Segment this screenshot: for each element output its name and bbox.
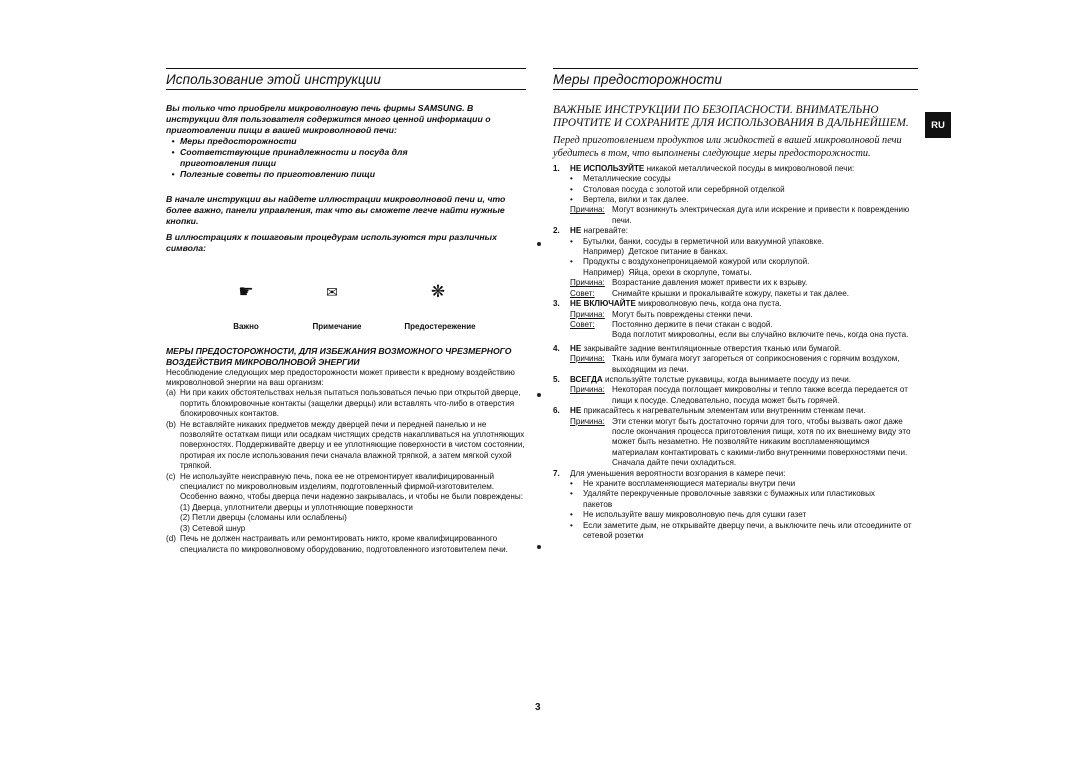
intro-text: Вы только что приобрели микроволновую печь фирмы SAMSUNG. В инструкции для пользователя содержится много ценной информации о приготовлении пищи в вашей микроволновой печи: bbox=[166, 103, 491, 135]
list-item: • Вертела, вилки и так далее. bbox=[570, 195, 689, 205]
left-heading-rule bbox=[166, 89, 526, 90]
reason-row: Причина: Могут быть повреждены стенки печи. bbox=[570, 309, 753, 319]
list-item: • Бутылки, банки, сосуды в герметичной или вакуумной упаковке. bbox=[570, 236, 824, 246]
before-cooking-note: Перед приготовлением продуктов или жидкостей в вашей микроволновой печи убедитесь в том, что выполнены следующие меры предосторожности. bbox=[553, 134, 902, 159]
language-badge: RU bbox=[925, 112, 951, 138]
important-instructions: ВАЖНЫЕ ИНСТРУКЦИИ ПО БЕЗОПАСНОСТИ. ВНИМАТЕЛЬНО ПРОЧТИТЕ И СОХРАНИТЕ ДЛЯ ИСПОЛЬЗОВАНИЯ В ДАЛЬНЕЙШЕМ. bbox=[553, 104, 909, 130]
warning-section bbox=[166, 346, 528, 555]
precaution-6: 6. НЕ прикасайтесь к нагревательным элементам или внутренним стенкам печи. bbox=[553, 406, 866, 416]
right-heading-rule bbox=[553, 89, 918, 90]
reason-row: Причина: Ткань или бумага могут загореться от соприкосновения с горячим воздухом, выходящим из печи. bbox=[570, 354, 900, 374]
symbol-label-caution: Предостережение bbox=[404, 322, 476, 331]
note-icon: ✉ bbox=[326, 284, 338, 300]
list-item: (c) Не используйте неисправную печь, пока ее не отремонтирует квалифицированный специалист по микроволновым изделиям, подготовленный фирмой-изготовителем. Особенно важно, чтобы дверца печи надежно закрывалась, и чтобы не были повреждены: (1) Дверца, уплотнители дверцы и уплотняющие поверхности (2) Петли дверцы (сломаны или ослаблены) (3) Сетевой шнур bbox=[166, 471, 523, 533]
example-row: Например) Детское питание в банках. bbox=[583, 247, 729, 257]
page-number: 3 bbox=[535, 702, 541, 713]
right-heading: Меры предосторожности bbox=[553, 72, 723, 87]
list-item: • Не используйте вашу микроволновую печь для сушки газет bbox=[570, 510, 807, 520]
reason-row: Причина: Эти стенки могут быть достаточно горячи для того, чтобы вызвать ожог даже после окончания процесса приготовления пищи, хотя по их внешнему виду это может быть незаметно. Не позволяйте никаким воспламеняющимся материалам контактировать с какими-либо внутренними поверхностями печи. Сначала дайте печи охладиться. bbox=[570, 416, 911, 468]
reason-row: Причина: Некоторая посуда поглощает микроволны и тепло также всегда передается от пищи к посуде. Следовательно, посуда может быть горячей. bbox=[570, 385, 908, 405]
para-illustrations: В начале инструкции вы найдете иллюстрации микроволновой печи и, что более важно, панели управления, так что вы сможете легче найти нужные кнопки. bbox=[166, 194, 506, 226]
list-item: • Соответствующие принадлежности и посуда для приготовления пищи bbox=[171, 147, 408, 168]
precaution-3: 3. НЕ ВКЛЮЧАЙТЕ микроволновую печь, когда она пуста. bbox=[553, 299, 782, 309]
binding-dot bbox=[537, 393, 541, 397]
warning-intro: Несоблюдение следующих мер предосторожности может привести к вредному воздействию микроволновой энергии на ваш организм: bbox=[166, 367, 515, 387]
precaution-2: 2. НЕ нагревайте: bbox=[553, 226, 629, 236]
precaution-7: 7. Для уменьшения вероятности возгорания в камере печи: bbox=[553, 468, 786, 478]
intro-bullets bbox=[166, 136, 528, 180]
left-column bbox=[166, 103, 528, 254]
list-item: (a) Ни при каких обстоятельствах нельзя пытаться пользоваться печью при открытой дверце, портить блокировочные контакты (защелки дверцы) или вставлять что-либо в отверстия блокировочных контактов. bbox=[166, 388, 521, 419]
symbol-label-note: Примечание bbox=[312, 322, 362, 331]
list-item: (d) Печь не должен настраивать или ремонтировать никто, кроме квалифицированного специалиста по микроволновому оборудованию, подготовленного изготовителем печи. bbox=[166, 534, 508, 554]
symbol-important bbox=[226, 283, 266, 301]
advice-row: Совет: Снимайте крышки и прокалывайте кожуру, пакеты и так далее. bbox=[570, 288, 850, 298]
warning-title: МЕРЫ ПРЕДОСТОРОЖНОСТИ, ДЛЯ ИЗБЕЖАНИЯ ВОЗМОЖНОГО ЧРЕЗМЕРНОГО ВОЗДЕЙСТВИЯ МИКРОВОЛНОВОЙ ЭНЕРГИИ bbox=[166, 346, 512, 367]
binding-dot bbox=[537, 242, 541, 246]
list-item: • Если заметите дым, не открывайте дверцу печи, а выключите печь или отсоедините от сетевой розетки bbox=[570, 520, 912, 541]
right-top-rule bbox=[553, 68, 918, 69]
list-item: • Продукты с воздухонепроницаемой кожурой или скорлупой. bbox=[570, 257, 810, 267]
symbol-note bbox=[312, 284, 352, 300]
list-item: • Не храните воспламеняющиеся материалы внутри печи bbox=[570, 479, 796, 488]
right-column bbox=[553, 104, 915, 541]
list-item: • Столовая посуда с золотой или серебряной отделкой bbox=[570, 184, 785, 194]
para-symbols: В иллюстрациях к пошаговым процедурам используются три различных символа: bbox=[166, 232, 497, 253]
symbol-caution bbox=[418, 283, 458, 301]
pointing-hand-icon: ☛ bbox=[238, 282, 254, 301]
advice-row: Совет: Постоянно держите в печи стакан с водой. bbox=[570, 319, 773, 329]
list-item: • Полезные советы по приготовлению пищи bbox=[171, 169, 376, 179]
precaution-5: 5. ВСЕГДА используйте толстые рукавицы, когда вынимаете посуду из печи. bbox=[553, 374, 852, 384]
reason-row: Причина: Возрастание давления может привести их к взрыву. bbox=[570, 278, 808, 288]
list-item: • Металлические сосуды bbox=[570, 174, 671, 184]
left-top-rule bbox=[166, 68, 526, 69]
symbol-label-important: Важно bbox=[233, 322, 259, 331]
precaution-4: 4. НЕ закрывайте задние вентиляционные отверстия тканью или бумагой. bbox=[553, 343, 842, 353]
list-item: (b) Не вставляйте никаких предметов между дверцей печи и передней панелью и не позволяйте остаткам пищи или осадкам чистящих средств накапливаться на уплотняющих поверхностях. Поддерживайте дверцу и ее уплотняющие поверхности в чистом состоянии, протирая их после использования печи сначала влажной тряпкой, а затем мягкой сухой тряпкой. bbox=[166, 419, 525, 471]
list-item: • Меры предосторожности bbox=[171, 136, 297, 146]
precaution-1: 1. НЕ ИСПОЛЬЗУЙТЕ никакой металлической посуды в микроволновой печи: bbox=[553, 163, 855, 173]
example-row: Например) Яйца, орехи в скорлупе, томаты. bbox=[583, 267, 752, 277]
reason-row: Причина: Могут возникнуть электрическая дуга или искрение и привести к повреждению печи. bbox=[570, 205, 910, 225]
caution-star-icon: ❋ bbox=[430, 282, 446, 301]
left-heading: Использование этой инструкции bbox=[166, 72, 381, 87]
binding-dot bbox=[537, 545, 541, 549]
advice-extra: Вода поглотит микроволны, если вы случайно включите печь, когда она пуста. bbox=[612, 330, 909, 340]
list-item: • Удаляйте перекрученные проволочные завязки с бумажных или пластиковых пакетов bbox=[570, 489, 875, 509]
